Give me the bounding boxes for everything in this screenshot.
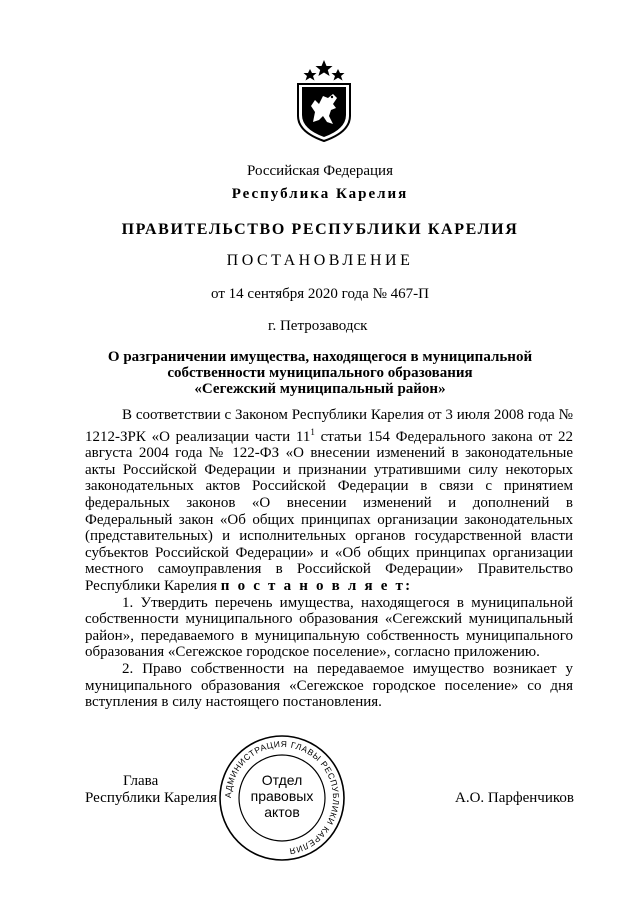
government-name: ПРАВИТЕЛЬСТВО РЕСПУБЛИКИ КАРЕЛИЯ	[121, 221, 519, 238]
preamble-text-a: В соответствии с Законом Республики Карелия от 3 июля 2008 года № 1212-ЗРК «О реализации части 11	[85, 407, 573, 445]
stamp-line-2: правовых	[250, 788, 314, 804]
signatory-name: А.О. Парфенчиков	[455, 790, 574, 806]
superscript-mark: 1	[310, 426, 315, 437]
title-line-2: собственности муниципального образования	[167, 365, 473, 381]
preamble-paragraph	[85, 407, 573, 595]
item-2-paragraph: 2. Право собственности на передаваемое имущество возникает у муниципального образования «Сегежское городское поселение» со дня вступления в силу настоящего постановления.	[85, 660, 573, 711]
item-1-paragraph: 1. Утвердить перечень имущества, находящегося в муниципальной собственности муниципального образования «Сегежский муниципальный район», передаваемого в муниципальную собственность муниципального образования «Сегежское городское поселение», согласно приложению.	[85, 594, 573, 661]
signatory-title-line-2: Республики Карелия	[85, 790, 218, 806]
karelia-coat-of-arms-icon	[295, 60, 353, 142]
republic-name: Республика Карелия	[231, 186, 409, 202]
document-body	[85, 407, 573, 711]
signatory-title	[85, 773, 217, 807]
preamble-text-b: статьи 154 Федерального закона от 22 августа 2004 года № 122-ФЗ «О внесении изменений в законодательные акты Российской Федерации и признании утратившими силу некоторых законодательных актов Российской Федерации в связи с принятием федеральных законов «О внесении изменений и дополнений в Федеральный закон «Об общих принципах организации законодательных (представительных) и исполнительных органов государственной власти субъектов Российской Федерации» и «Об общих принципах организации местного самоуправления в Российской Федерации» Правительство Республики Карелия	[85, 428, 573, 594]
stamp-ring-text: АДМИНИСТРАЦИЯ ГЛАВЫ РЕСПУБЛИКИ КАРЕЛИЯ	[222, 738, 342, 857]
stamp-line-1: Отдел	[261, 772, 303, 788]
title-line-1: О разграничении имущества, находящегося в муниципальной	[107, 349, 533, 365]
country-name: Российская Федерация	[247, 163, 393, 179]
decrees-word: п о с т а н о в л я е т:	[220, 577, 413, 594]
signatory-title-line-1: Глава	[123, 773, 159, 789]
date-number-line: от 14 сентября 2020 года № 467-П	[211, 286, 429, 302]
city-name: г. Петрозаводск	[268, 318, 368, 334]
document-type: ПОСТАНОВЛЕНИЕ	[226, 252, 414, 269]
official-stamp	[217, 733, 347, 863]
title-line-3: «Сегежский муниципальный район»	[194, 381, 446, 397]
stamp-line-3: актов	[264, 804, 300, 820]
document-title	[0, 349, 640, 397]
